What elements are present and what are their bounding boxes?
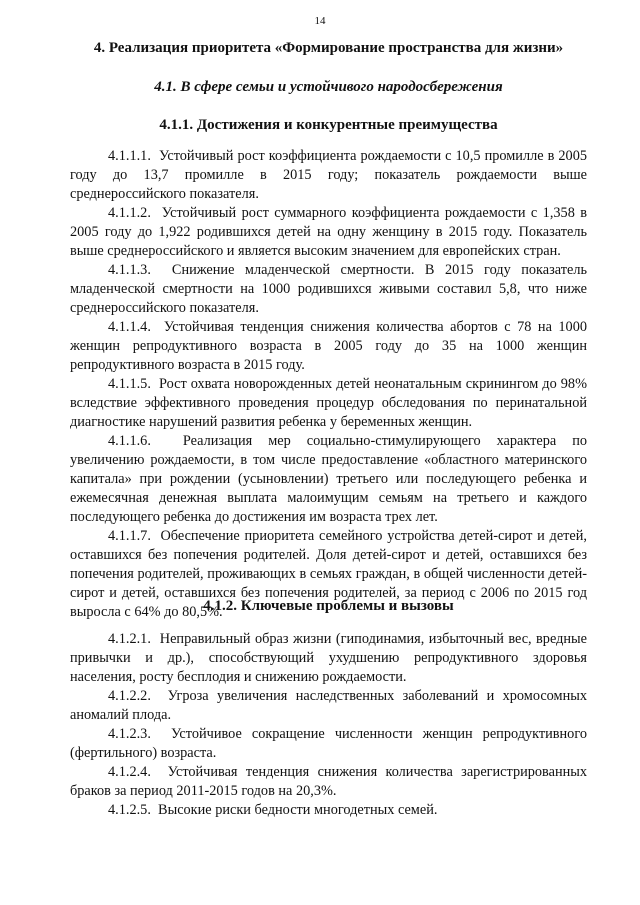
- item-number: 4.1.2.2.: [108, 688, 151, 704]
- list-item: [70, 432, 587, 527]
- item-number: 4.1.1.1.: [108, 148, 151, 164]
- item-text: Устойчивое сокращение численности женщин репродуктивного (фертильного) возраста.: [70, 726, 587, 761]
- list-item: [70, 763, 587, 801]
- item-text: Реализация мер социально-стимулирующего характера по увеличению рождаемости, в том числе предоставление «областного материнского капитала» при рождении (усыновлении) третьего или последующего ребенка и ежемесячная денежная выплата малоимущим семьям на третьего и каждого последующего ребенка до достижения им возраста трех лет.: [70, 433, 588, 525]
- list-item: [70, 630, 587, 687]
- achievements-list: [70, 147, 587, 622]
- item-text: Рост охвата новорожденных детей неонатальным скринингом до 98% вследствие эффективного проведения процедур обследования по перинатальной диагностике нарушений развития ребенка у беременных женщин.: [70, 376, 587, 430]
- item-text: Устойчивый рост коэффициента рождаемости с 10,5 промилле в 2005 году до 13,7 промилле в 2015 году; показатель рождаемости выше среднероссийского показателя.: [70, 148, 587, 202]
- item-number: 4.1.1.2.: [108, 205, 151, 221]
- item-text: Угроза увеличения наследственных заболеваний и хромосомных аномалий плода.: [70, 688, 587, 723]
- item-text: Устойчивая тенденция снижения количества зарегистрированных браков за период 2011-2015 годов на 20,3%.: [70, 764, 588, 799]
- item-number: 4.1.1.7.: [108, 528, 151, 544]
- list-item: [70, 375, 587, 432]
- item-text: Устойчивая тенденция снижения количества абортов с 78 на 1000 женщин репродуктивного возраста в 2005 году до 35 на 1000 женщин репродуктивного возраста в 2015 году.: [70, 319, 588, 373]
- list-item: [70, 801, 587, 820]
- list-item: [70, 261, 587, 318]
- achievements-title: 4.1.1. Достижения и конкурентные преимущества: [159, 117, 498, 133]
- item-text: Снижение младенческой смертности. В 2015 году показатель младенческой смертности на 1000 родившихся живыми составил 5,8, что ниже среднероссийского показателя.: [70, 262, 587, 316]
- item-number: 4.1.2.5.: [108, 802, 151, 818]
- item-number: 4.1.1.5.: [108, 376, 151, 392]
- subsection-title: 4.1. В сфере семьи и устойчивого народосбережения: [154, 79, 503, 95]
- page-number: 14: [314, 15, 326, 27]
- item-number: 4.1.1.6.: [108, 433, 151, 449]
- section-title: 4. Реализация приоритета «Формирование пространства для жизни»: [93, 40, 564, 56]
- problems-title: 4.1.2. Ключевые проблемы и вызовы: [203, 598, 454, 614]
- list-item: [70, 204, 587, 261]
- item-number: 4.1.2.3.: [108, 726, 151, 742]
- item-text: Обеспечение приоритета семейного устройства детей-сирот и детей, оставшихся без попечения родителей. Доля детей-сирот и детей, оставшихся без попечения родителей, проживающих в семьях граждан, в общей численности детей-сирот и детей, оставшихся без попечения родителей, за период с 2006 по 2015 год выросла с 64% до 80,5%.: [70, 528, 587, 620]
- problems-list: [70, 630, 587, 820]
- list-item: [70, 318, 587, 375]
- item-text: Высокие риски бедности многодетных семей.: [158, 802, 438, 818]
- list-item: [70, 147, 587, 204]
- item-text: Устойчивый рост суммарного коэффициента рождаемости с 1,358 в 2005 году до 1,922 родившихся детей на одну женщину в 2015 году. Показатель выше среднероссийского и является высоким значением для европейских стран.: [70, 205, 588, 259]
- item-number: 4.1.2.4.: [108, 764, 151, 780]
- list-item: [70, 725, 587, 763]
- item-number: 4.1.1.4.: [108, 319, 151, 335]
- item-number: 4.1.1.3.: [108, 262, 151, 278]
- item-number: 4.1.2.1.: [108, 631, 151, 647]
- item-text: Неправильный образ жизни (гиподинамия, избыточный вес, вредные привычки и др.), способствующий ухудшению репродуктивного здоровья населения, росту бесплодия и снижению рождаемости.: [70, 631, 587, 685]
- list-item: [70, 687, 587, 725]
